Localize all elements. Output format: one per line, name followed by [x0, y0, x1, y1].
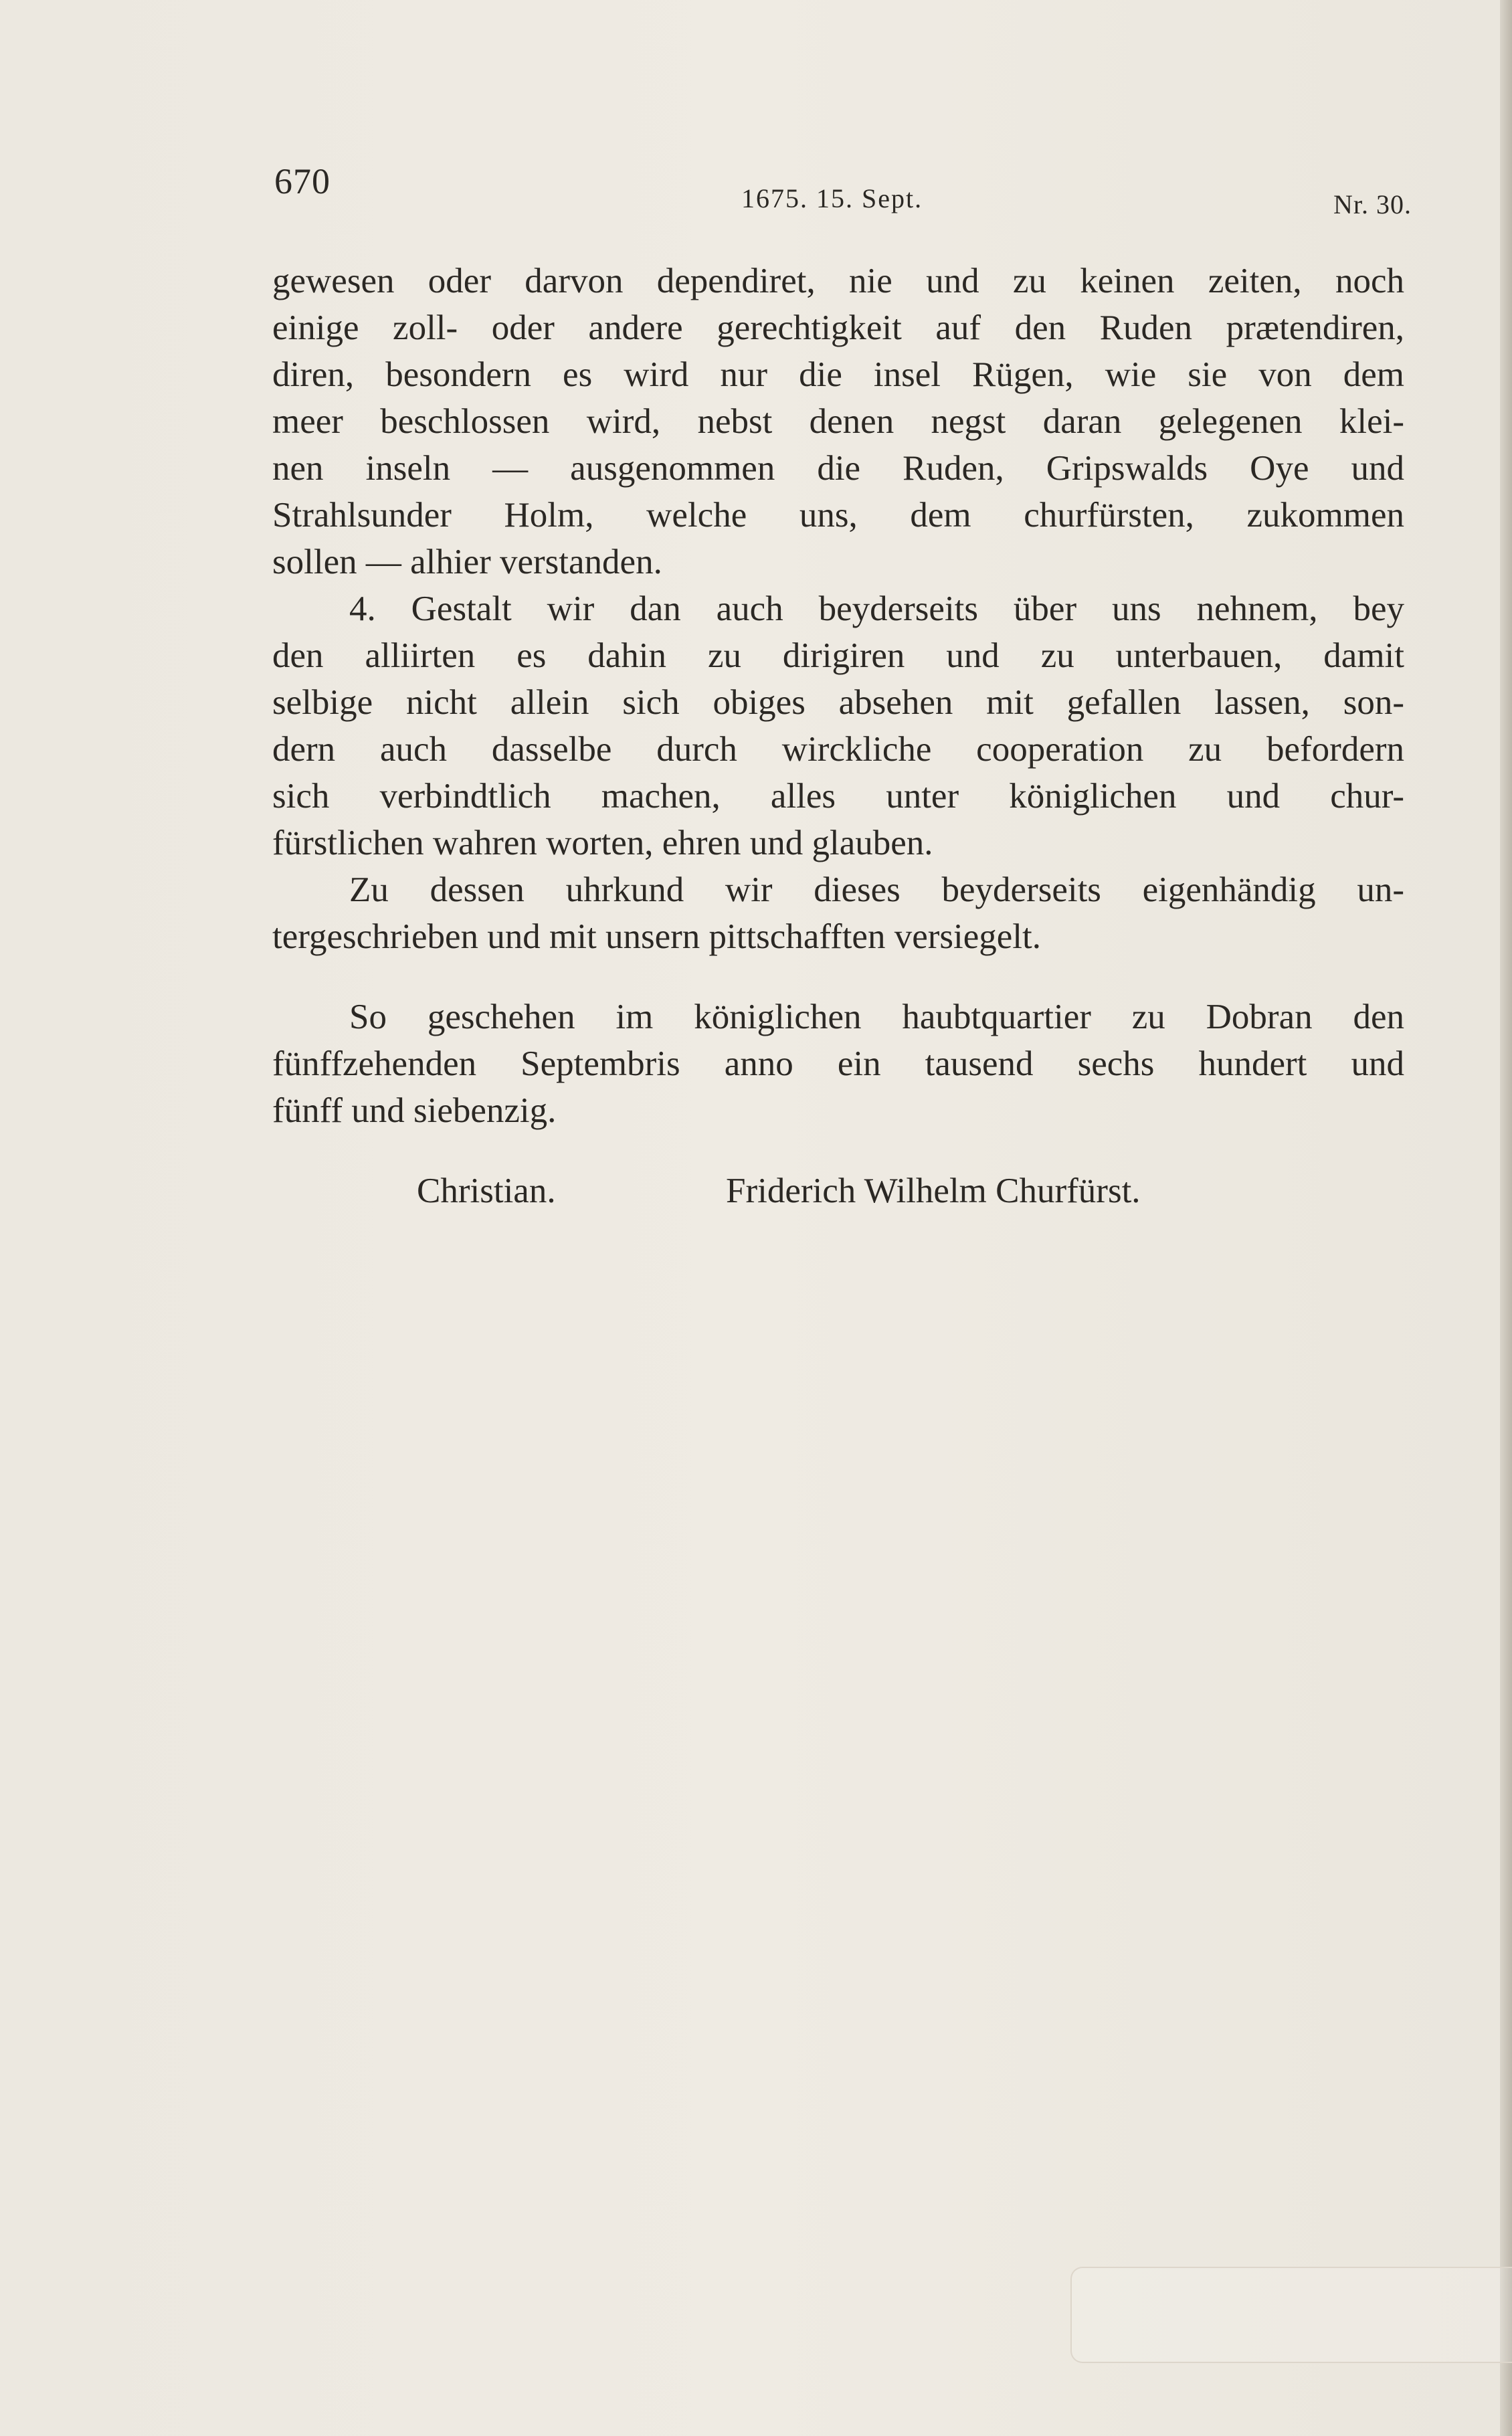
text-line: tergeschrieben und mit unsern pittschafften versiegelt.: [272, 917, 1041, 956]
text-line: Strahlsunder Holm, welche uns, dem churfürsten, zukommen: [272, 496, 1404, 535]
signature-friderich-wilhelm: Friderich Wilhelm Churfürst.: [726, 1172, 1141, 1210]
text-line: fünff und siebenzig.: [272, 1091, 557, 1130]
closing-start: So geschehen im königlichen haubtquartier zu Dobran den: [349, 998, 1404, 1036]
paragraph-gap: [272, 960, 1404, 994]
date-heading: 1675. 15. Sept.: [741, 183, 923, 213]
text-line: selbige nicht allein sich obiges absehen mit gefallen lassen, son-: [272, 683, 1404, 722]
text-line: sollen — alhier verstanden.: [272, 543, 662, 581]
text-line: sich verbindtlich machen, alles unter königlichen und chur-: [272, 777, 1404, 816]
page-header: [274, 161, 1412, 219]
text-line: meer beschlossen wird, nebst denen negst daran gelegenen klei-: [272, 402, 1404, 441]
signature-christian: Christian.: [417, 1172, 556, 1210]
text-line: einige zoll- oder andere gerechtigkeit auf den Ruden prætendiren,: [272, 308, 1404, 347]
text-line: fürstlichen wahren worten, ehren und glauben.: [272, 824, 933, 862]
page-number: 670: [274, 161, 330, 201]
text-line: den alliirten es dahin zu dirigiren und zu unterbauen, damit: [272, 636, 1404, 675]
signature-block: [272, 1164, 1404, 1218]
text-line: dern auch dasselbe durch wirckliche cooperation zu befordern: [272, 730, 1404, 769]
paragraph-4-start: 4. Gestalt wir dan auch beyderseits über uns nehnem, bey: [349, 589, 1404, 628]
page-edge-shadow: [1500, 0, 1512, 2436]
text-line: diren, besondern es wird nur die insel Rügen, wie sie von dem: [272, 355, 1404, 394]
text-line: fünffzehenden Septembris anno ein tausend sechs hundert und: [272, 1044, 1404, 1083]
text-line: nen inseln — ausgenommen die Ruden, Gripswalds Oye und: [272, 449, 1404, 488]
body-text: [272, 258, 1404, 1134]
text-line: gewesen oder darvon dependiret, nie und zu keinen zeiten, noch: [272, 262, 1404, 300]
scan-page-shadow: [1070, 2267, 1512, 2363]
document-number: Nr. 30.: [1333, 189, 1412, 219]
attestation-start: Zu dessen uhrkund wir dieses beyderseits eigenhändig un-: [349, 870, 1404, 909]
